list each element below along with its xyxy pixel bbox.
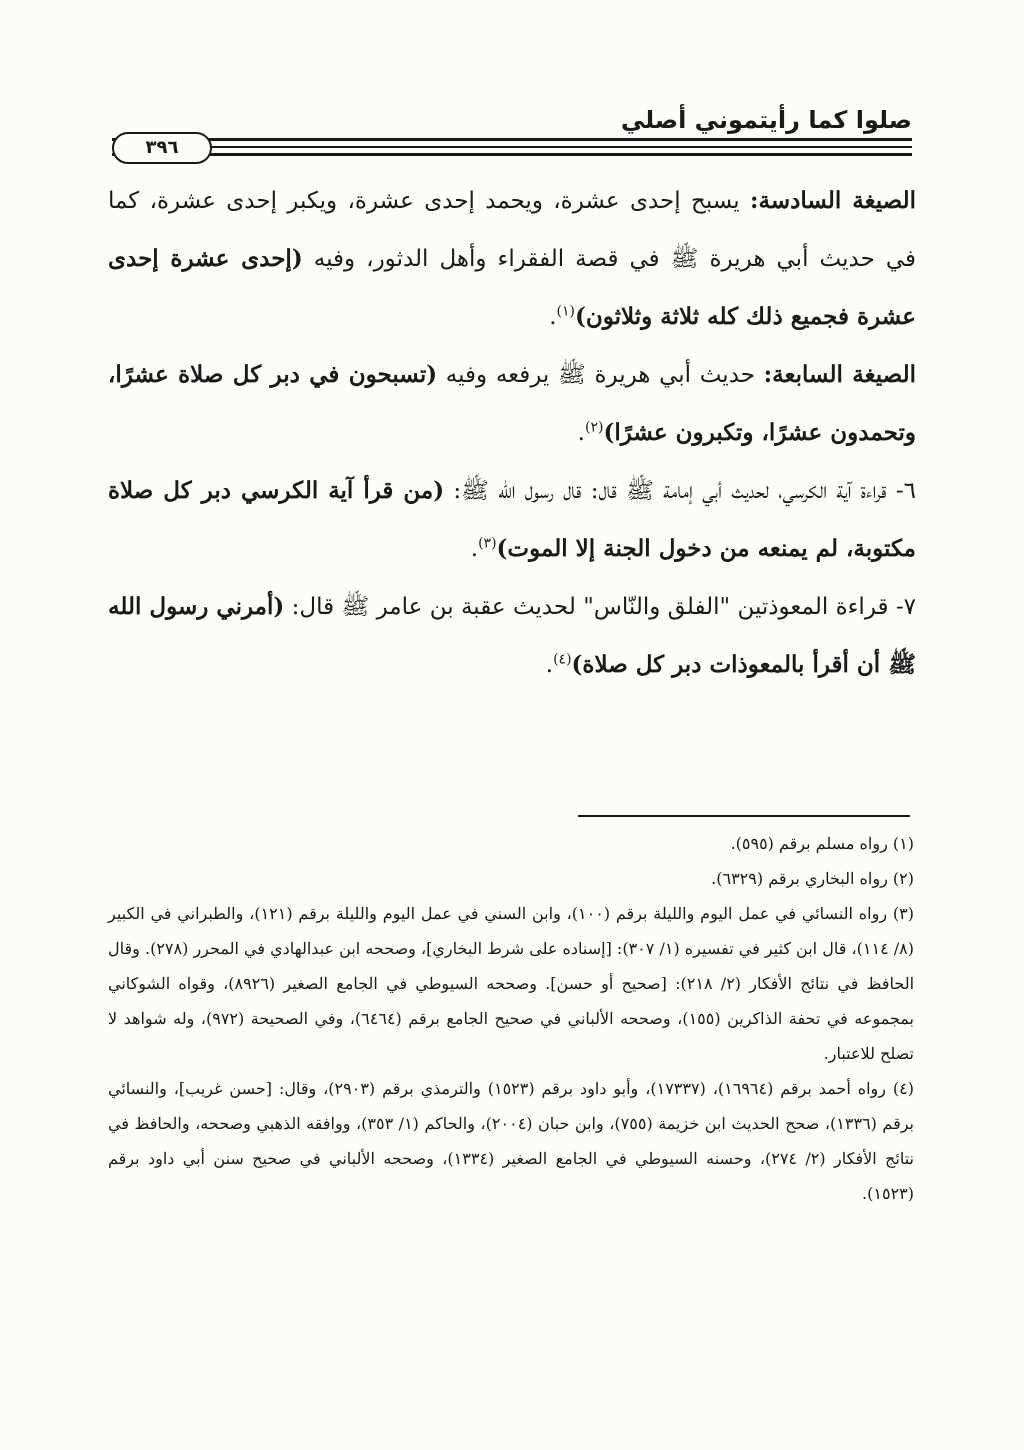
book-title: صلوا كما رأيتموني أصلي <box>620 106 912 134</box>
footnote-separator <box>578 815 910 817</box>
page-number: ٣٩٦ <box>112 132 212 164</box>
paragraph-text: ٧- قراءة المعوذتين "الفلق والنّاس" لحديث عقبة بن عامر ﷺ قال: <box>284 594 916 620</box>
paragraph <box>108 172 916 346</box>
hadith-quote: (أمرني رسول الله ﷺ أن أقرأ بالمعوذات دبر كل صلاة) <box>108 593 916 678</box>
paragraph-lead: الصيغة السادسة: <box>750 187 917 214</box>
footnotes <box>108 826 914 1211</box>
header-rule <box>112 138 912 141</box>
paragraph-text: ٦- قراءة آية الكرسي، لحديث أبي إمامة ﷺ قال: قال رسول الله ﷺ: <box>444 478 916 504</box>
paragraph <box>108 346 916 462</box>
page-header <box>112 96 912 168</box>
footnote-ref[interactable]: (٤) <box>553 651 572 668</box>
paragraph-text: حديث أبي هريرة ﷺ يرفعه وفيه <box>437 362 764 388</box>
hadith-quote: (إحدى عشرة إحدى عشرة فجميع ذلك كله ثلاثة وثلاثون) <box>108 245 916 330</box>
main-text <box>108 172 916 694</box>
footnote: (١) رواه مسلم برقم (٥٩٥). <box>730 834 914 853</box>
paragraph-lead: الصيغة السابعة: <box>763 361 916 388</box>
header-rule <box>112 146 912 148</box>
paragraph-tail: . <box>577 420 585 446</box>
paragraph-tail: . <box>549 304 557 330</box>
footnote-ref[interactable]: (٣) <box>478 535 497 552</box>
paragraph <box>108 578 916 694</box>
hadith-quote: (تسبحون في دبر كل صلاة عشرًا، وتحمدون عشرًا، وتكبرون عشرًا) <box>108 361 916 446</box>
footnote-ref[interactable]: (٢) <box>584 419 604 436</box>
paragraph-tail: . <box>545 652 554 678</box>
footnote: (٤) رواه أحمد برقم (١٦٩٦٤)، (١٧٣٣٧)، وأبو داود برقم (١٥٢٣) والترمذي برقم (٢٩٠٣)، وقال: [حسن غريب]، والنسائي برقم (١٣٣٦)، صحح الحديث ابن خزيمة (٧٥٥)، وابن حبان (٢٠٠٤)، والحاكم (١/ ٣٥٣)، ووافقه الذهبي وصححه، والحافظ في نتائج الأفكار (٢/ ٢٧٤)، وحسنه السيوطي في الجامع الصغير (١٣٣٤)، وصححه الألباني في صحيح سنن أبي داود برقم (١٥٢٣). <box>108 1079 915 1203</box>
paragraph-tail: . <box>470 536 479 562</box>
header-rule <box>112 153 912 156</box>
paragraph <box>108 462 916 578</box>
footnote-ref[interactable]: (١) <box>556 303 575 320</box>
footnote: (٣) رواه النسائي في عمل اليوم والليلة برقم (١٠٠)، وابن السني في عمل اليوم والليلة برقم (١٢١)، والطبراني في الكبير (٨/ ١١٤)، قال ابن كثير في تفسيره (١/ ٣٠٧): [إسناده على شرط البخاري]، وصححه ابن عبدالهادي في المحرر (٢٧٨). وقال الحافظ في نتائج الأفكار (٢/ ٢١٨): [صحيح أو حسن]. وصححه السيوطي في الجامع الصغير (٨٩٢٦)، وقواه الشوكاني بمجموعه في تحفة الذاكرين (١٥٥)، وصححه الألباني في صحيح الجامع برقم (٦٤٦٤)، وفي الصحيحة (٩٧٢)، وله شواهد لا تصلح للاعتبار. <box>108 904 915 1063</box>
paragraph-text: يسبح إحدى عشرة، ويحمد إحدى عشرة، ويكبر إحدى عشرة، كما في حديث أبي هريرة ﷺ في قصة الفقراء وأهل الدثور، وفيه <box>108 188 916 272</box>
hadith-quote: (من قرأ آية الكرسي دبر كل صلاة مكتوبة، لم يمنعه من دخول الجنة إلا الموت) <box>108 477 916 562</box>
footnote: (٢) رواه البخاري برقم (٦٣٢٩). <box>711 869 914 888</box>
